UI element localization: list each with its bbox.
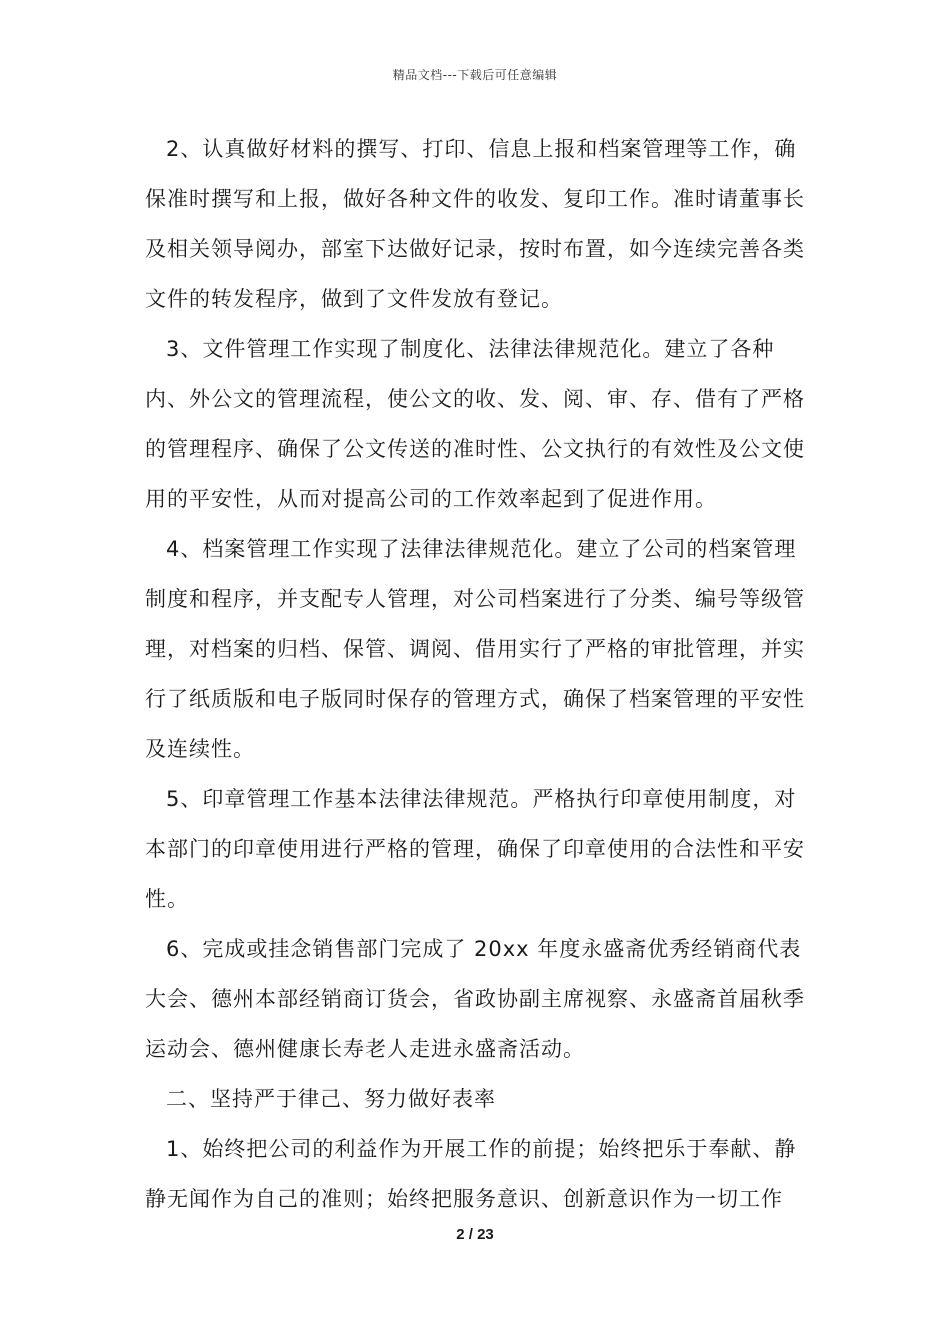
- paragraph-item-6: 6、完成或挂念销售部门完成了 20xx 年度永盛斋优秀经销商代表大会、德州本部经销商订货会，省政协副主席视察、永盛斋首届秋季运动会、德州健康长寿老人走进永盛斋活动。: [145, 937, 805, 1061]
- page-header: 精品文档---下载后可任意编辑: [392, 68, 558, 82]
- paragraph-item-5: 5、印章管理工作基本法律法律规范。严格执行印章使用制度，对本部门的印章使用进行严格的管理，确保了印章使用的合法性和平安性。: [145, 787, 805, 911]
- paragraph-item-2: 2、认真做好材料的撰写、打印、信息上报和档案管理等工作，确保准时撰写和上报，做好各种文件的收发、复印工作。准时请董事长及相关领导阅办，部室下达做好记录，按时布置，如今连续完善各类文件的转发程序，做到了文件发放有登记。: [145, 137, 805, 311]
- page-number: 2 / 23: [456, 1226, 494, 1243]
- paragraph-section-item-1: 1、始终把公司的利益作为开展工作的前提；始终把乐于奉献、静静无闻作为自己的准则；始终把服务意识、创新意识作为一切工作: [145, 1137, 797, 1211]
- document-body: [145, 124, 809, 1224]
- section-heading: 二、坚持严于律己、努力做好表率: [166, 1087, 496, 1111]
- paragraph-item-4: 4、档案管理工作实现了法律法律规范化。建立了公司的档案管理制度和程序，并支配专人管理，对公司档案进行了分类、编号等级管理，对档案的归档、保管、调阅、借用实行了严格的审批管理，并实行了纸质版和电子版同时保存的管理方式，确保了档案管理的平安性及连续性。: [145, 537, 805, 761]
- paragraph-item-3: 3、文件管理工作实现了制度化、法律法律规范化。建立了各种内、外公文的管理流程，使公文的收、发、阅、审、存、借有了严格的管理程序、确保了公文传送的准时性、公文执行的有效性及公文使用的平安性，从而对提高公司的工作效率起到了促进作用。: [145, 337, 805, 511]
